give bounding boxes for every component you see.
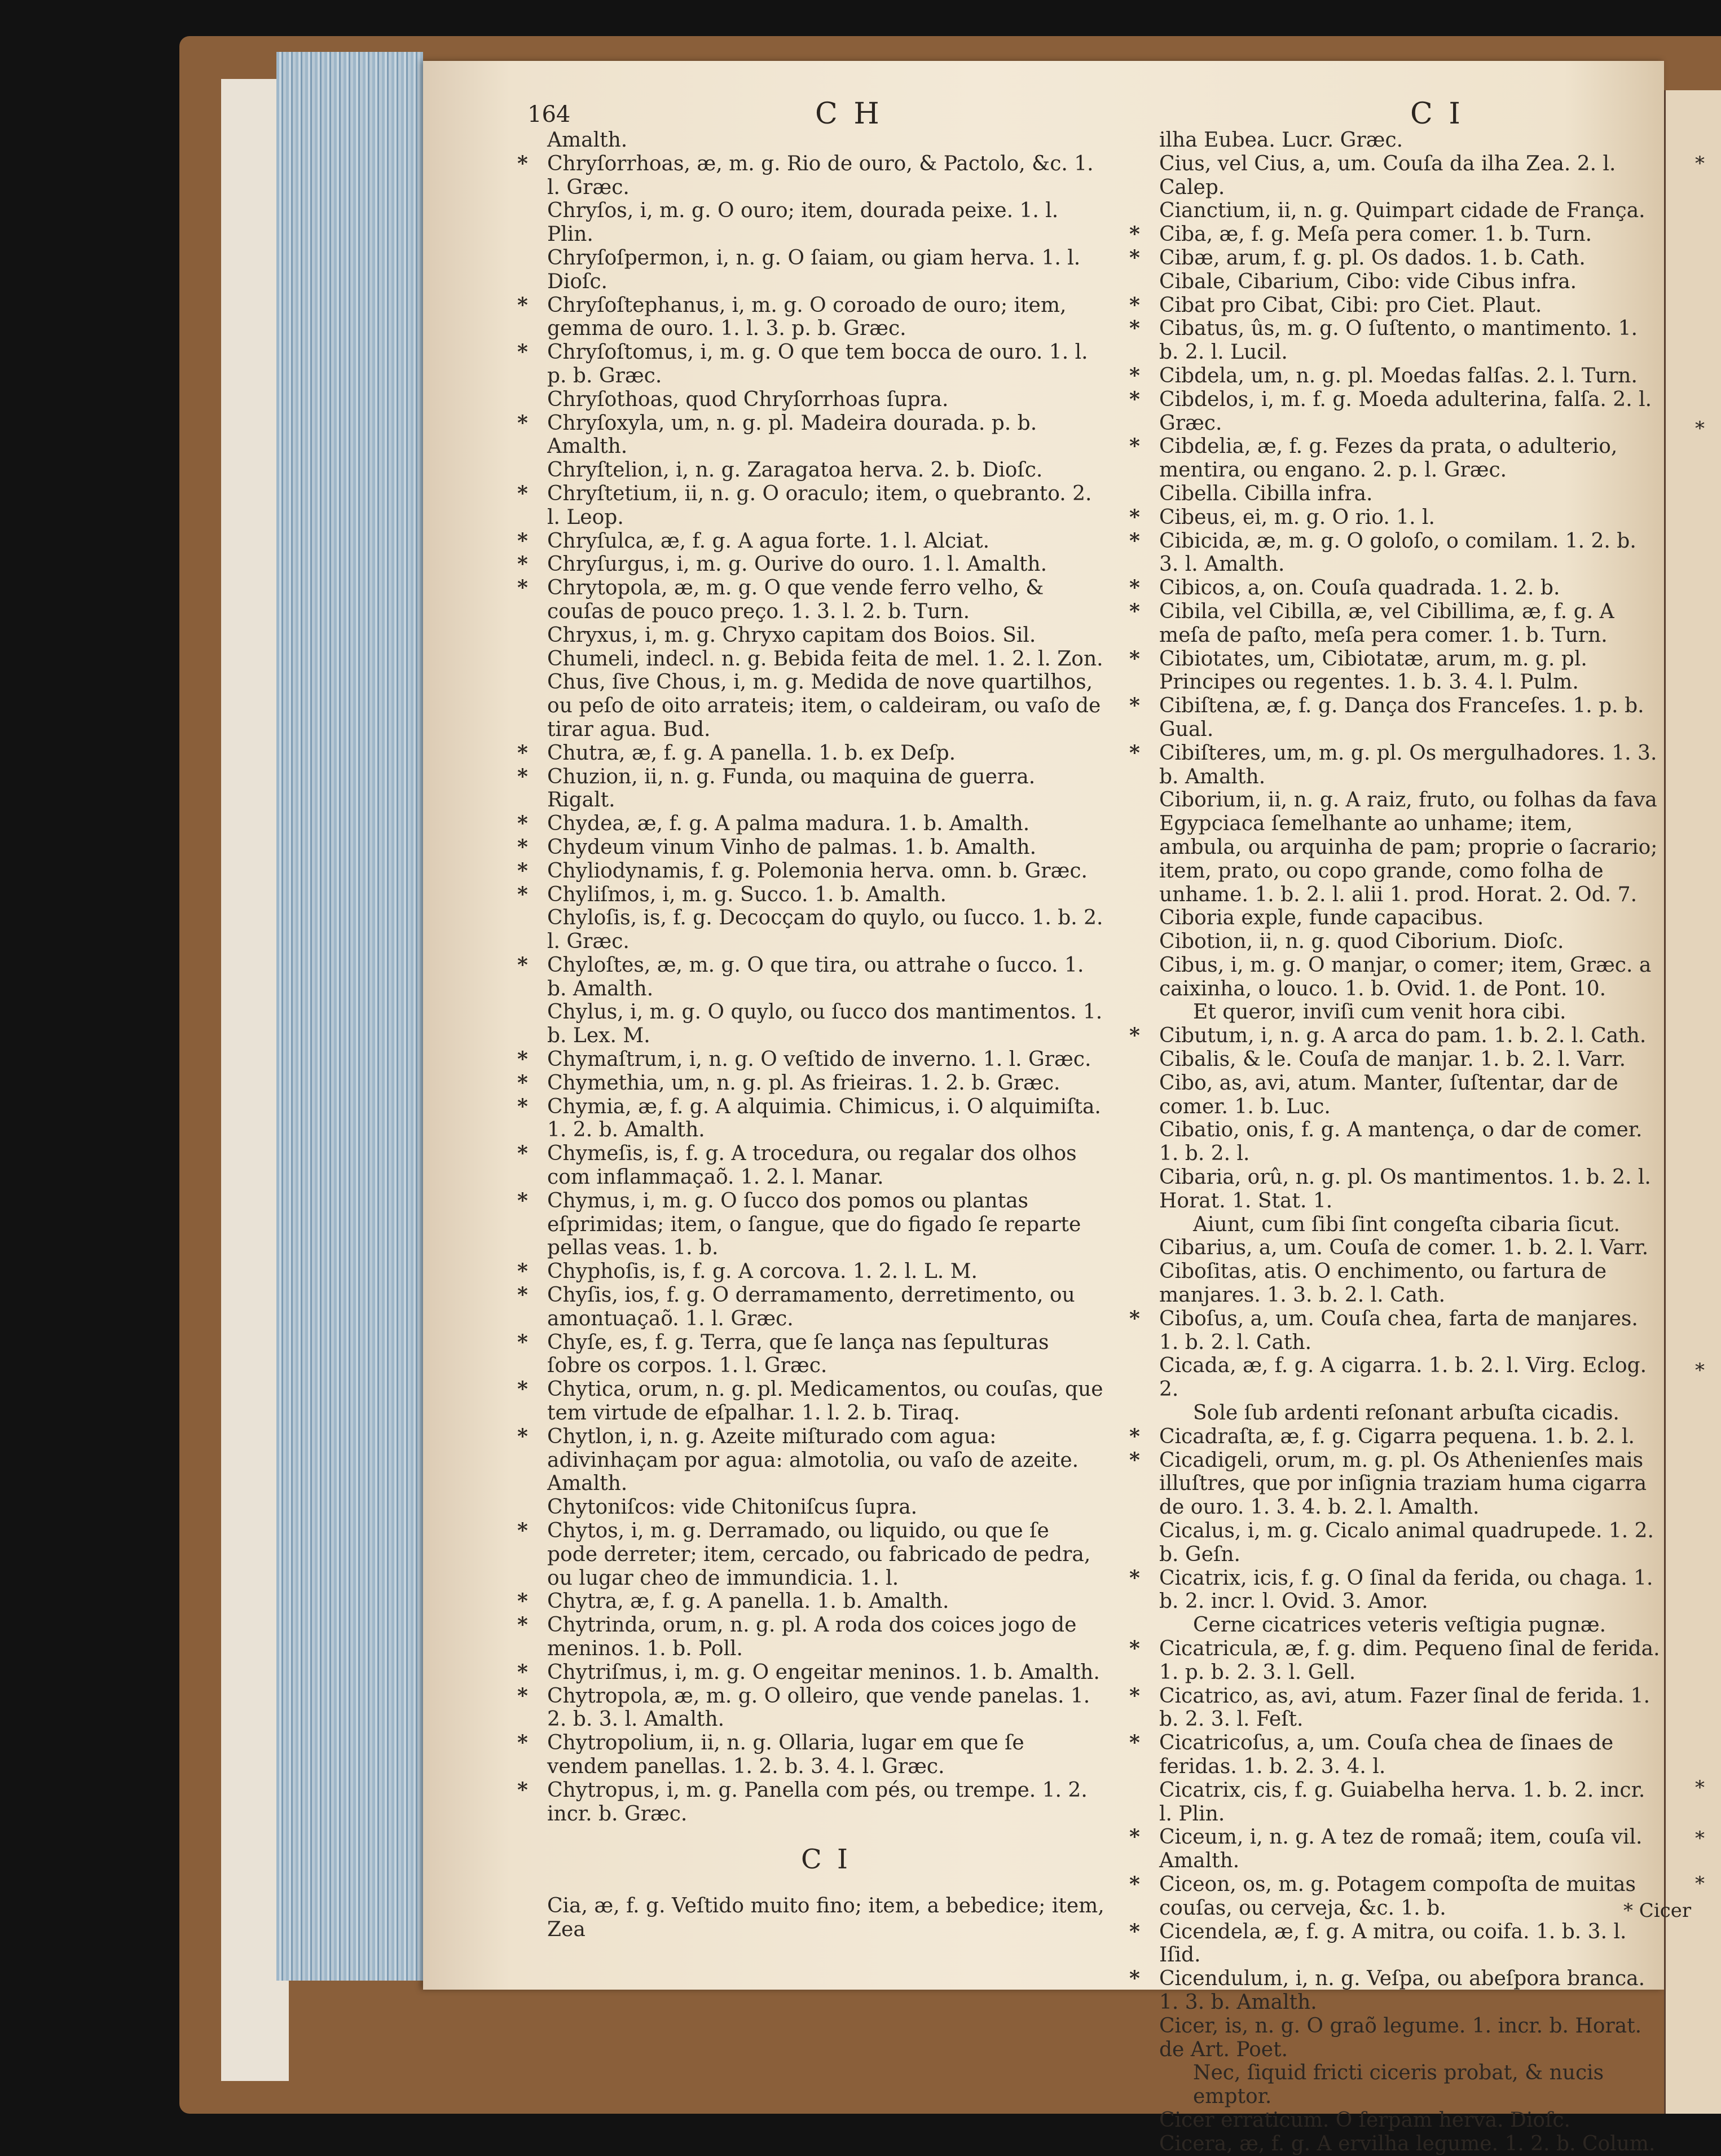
entry-text: Aiunt, cum ſibi ſint congeſta cibaria ſicut. xyxy=(1193,1213,1620,1236)
entry-text: Cicera, æ, f. g. A ervilha legume. 1. 2. b. Colum. xyxy=(1159,2132,1656,2155)
dictionary-entry xyxy=(516,1260,1108,1284)
entry-marker: * xyxy=(1129,363,1140,387)
entry-text: Cicatrix, cis, f. g. Guiabelha herva. 1. b. 2. incr. l. Plin. xyxy=(1159,1778,1645,1826)
dictionary-entry xyxy=(1128,1048,1664,1072)
entry-text: Chymia, æ, f. g. A alquimia. Chimicus, i. O alquimiſta. 1. 2. b. Amalth. xyxy=(547,1095,1101,1142)
entry-text: Cibaria, orû, n. g. pl. Os mantimentos. 1. b. 2. l. Horat. 1. Stat. 1. xyxy=(1159,1166,1651,1213)
entry-text: Chyliodynamis, f. g. Polemonia herva. omn. b. Græc. xyxy=(547,859,1088,883)
catchword: * Cicer xyxy=(1623,1899,1692,1922)
dictionary-entry xyxy=(516,1496,1108,1519)
entry-text: Chryſoſtephanus, i, m. g. O coroado de ouro; item, gemma de ouro. 1. l. 3. p. b. Græc. xyxy=(547,293,1067,341)
entry-text: Cibella. Cibilla infra. xyxy=(1159,482,1373,505)
entry-text: Chryſoſpermon, i, n. g. O ſaiam, ou giam herva. 1. l. Dioſc. xyxy=(547,246,1081,293)
dictionary-entry xyxy=(1128,317,1664,364)
entry-text: Cibdelos, i, m. f. g. Moeda adulterina, falſa. 2. l. Græc. xyxy=(1159,387,1652,435)
margin-mark: * xyxy=(1695,1827,1705,1850)
entry-marker: * xyxy=(517,953,528,977)
dictionary-entry xyxy=(1128,1260,1664,1307)
dictionary-entry xyxy=(1128,506,1664,530)
dictionary-entry xyxy=(1128,1307,1664,1355)
entry-text: Ciborium, ii, n. g. A raiz, fruto, ou folhas da fava Egypciaca ſemelhante ao unhame; item, ambula, ou arquinha de pam; proprie o ſacrario; item, prato, ou copo grande, como folha de unhame. 1. b. 2. l. alii 1. prod. Horat. 2. Od. 7. Ciboria exple, funde capacibus. xyxy=(1159,788,1658,930)
entry-marker: * xyxy=(517,812,528,836)
dictionary-entry xyxy=(516,1000,1108,1048)
dictionary-entry xyxy=(1128,1731,1664,1779)
dictionary-entry xyxy=(516,294,1108,341)
entry-text: Chytropola, æ, m. g. O olleiro, que vende panelas. 1. 2. b. 3. l. Amalth. xyxy=(547,1684,1090,1731)
entry-marker: * xyxy=(1129,1919,1140,1943)
entry-text: Cicer erraticum. O ſerpam herva. Dioſc. xyxy=(1159,2108,1570,2132)
dictionary-entry xyxy=(516,883,1108,907)
entry-marker: * xyxy=(517,1141,528,1166)
entry-text: Chryſtelion, i, n. g. Zaragatoa herva. 2. b. Dioſc. xyxy=(547,458,1043,482)
dictionary-entry xyxy=(516,859,1108,883)
entry-text: Cicer, is, n. g. O graõ legume. 1. incr. b. Horat. de Art. Poet. xyxy=(1159,2014,1642,2061)
dictionary-entry xyxy=(516,742,1108,765)
dictionary-entry xyxy=(516,812,1108,836)
margin-mark: * xyxy=(1695,1359,1705,1382)
dictionary-entry xyxy=(1128,2132,1664,2156)
entry-text: Cibiotates, um, Cibiotatæ, arum, m. g. pl. Principes ou regentes. 1. b. 3. 4. l. Pulm. xyxy=(1159,647,1587,694)
entry-marker: * xyxy=(517,1259,528,1284)
entry-marker: * xyxy=(517,1047,528,1072)
entry-text: Cibatio, onis, f. g. A mantença, o dar de comer. 1. b. 2. l. xyxy=(1159,1118,1643,1166)
entry-text: Chyloſtes, æ, m. g. O que tira, ou attrahe o ſucco. 1. b. Amalth. xyxy=(547,953,1084,1000)
dictionary-entry xyxy=(516,836,1108,859)
entry-marker: * xyxy=(517,411,528,435)
dictionary-entry xyxy=(516,1779,1108,1826)
entry-text: Cibat pro Cibat, Cibi: pro Ciet. Plaut. xyxy=(1159,293,1542,317)
entry-text: Chytrinda, orum, n. g. pl. A roda dos coices jogo de meninos. 1. b. Poll. xyxy=(547,1613,1077,1660)
entry-text: Cibale, Cibarium, Cibo: vide Cibus infra. xyxy=(1159,270,1577,293)
entry-marker: * xyxy=(517,1731,528,1755)
entry-text: Chymaſtrum, i, n. g. O veſtido de inverno. 1. l. Græc. xyxy=(547,1048,1091,1072)
entry-text: Cicatricoſus, a, um. Couſa chea de ſinaes de feridas. 1. b. 2. 3. 4. l. xyxy=(1159,1731,1614,1778)
right-column xyxy=(1128,129,1664,2156)
entry-text: Cius, vel Cius, a, um. Couſa da ilha Zea. 2. l. Calep. xyxy=(1159,152,1616,199)
margin-mark: * xyxy=(1695,1872,1705,1895)
entry-marker: * xyxy=(517,1660,528,1684)
entry-text: Chus, ſive Chous, i, m. g. Medida de nove quartilhos, ou peſo de oito arrateis; item, o caldeiram, ou vaſo de tirar agua. Bud. xyxy=(547,671,1101,741)
entry-text: Cibutum, i, n. g. A arca do pam. 1. b. 2. l. Cath. xyxy=(1159,1024,1647,1048)
dictionary-entry xyxy=(516,647,1108,671)
dictionary-entry xyxy=(1128,1118,1664,1166)
entry-text: Chryſoſtomus, i, m. g. O que tem bocca de ouro. 1. l. p. b. Græc. xyxy=(547,341,1088,387)
dictionary-entry xyxy=(1128,152,1664,200)
dictionary-entry xyxy=(516,1284,1108,1331)
entry-text: Cibarius, a, um. Couſa de comer. 1. b. 2. l. Varr. xyxy=(1159,1236,1649,1260)
dictionary-entry xyxy=(516,412,1108,459)
entry-text: Chryſoxyla, um, n. g. pl. Madeira dourada. p. b. Amalth. xyxy=(547,411,1037,458)
dictionary-entry xyxy=(516,1331,1108,1378)
page-edges xyxy=(276,52,423,1981)
dictionary-entry xyxy=(516,1425,1108,1496)
entry-text: Chrytopola, æ, m. g. O que vende ferro velho, & couſas de pouco preço. 1. 3. l. 2. b. Turn. xyxy=(547,576,1044,623)
entry-marker: * xyxy=(1129,1024,1140,1048)
entry-text: Cicada, æ, f. g. A cigarra. 1. b. 2. l. Virg. Eclog. 2. xyxy=(1159,1354,1647,1401)
entry-text: Ciboſus, a, um. Couſa chea, farta de manjares. 1. b. 2. l. Cath. xyxy=(1159,1307,1638,1354)
entry-marker: * xyxy=(517,576,528,600)
entry-text: Chydea, æ, f. g. A palma madura. 1. b. Amalth. xyxy=(547,812,1030,836)
entry-text: Chyliſmos, i, m. g. Succo. 1. b. Amalth. xyxy=(547,883,947,906)
entry-marker: * xyxy=(1129,1424,1140,1448)
dictionary-entry xyxy=(1128,1519,1664,1567)
entry-text: Chydeum vinum Vinho de palmas. 1. b. Amalth. xyxy=(547,835,1037,859)
entry-text: Chymethia, um, n. g. pl. As frieiras. 1. 2. b. Græc. xyxy=(547,1071,1060,1095)
entry-text: ilha Eubea. Lucr. Græc. xyxy=(1159,129,1403,152)
dictionary-entry xyxy=(516,129,1108,152)
entry-marker: * xyxy=(1129,316,1140,341)
entry-marker: * xyxy=(1129,505,1140,529)
left-column xyxy=(516,129,1108,1942)
entry-marker: * xyxy=(1129,576,1140,600)
entry-marker: * xyxy=(517,293,528,317)
dictionary-entry xyxy=(516,1590,1108,1613)
entry-text: Cicadraſta, æ, f. g. Cigarra pequena. 1. b. 2. l. xyxy=(1159,1425,1635,1448)
entry-text: Chryſorrhoas, æ, m. g. Rio de ouro, & Pactolo, &c. 1. l. Græc. xyxy=(547,152,1094,199)
dictionary-entry xyxy=(1128,930,1664,954)
entry-text: Chryſos, i, m. g. O ouro; item, dourada peixe. 1. l. Plin. xyxy=(547,199,1059,246)
entry-text: Cibiſteres, um, m. g. pl. Os mergulhadores. 1. 3. b. Amalth. xyxy=(1159,741,1657,788)
dictionary-entry xyxy=(1128,600,1664,647)
entry-text: Chyloſis, is, f. g. Decocçam do quylo, ou ſucco. 1. b. 2. l. Græc. xyxy=(547,906,1103,954)
entry-text: Cicalus, i, m. g. Cicalo animal quadrupede. 1. 2. b. Geſn. xyxy=(1159,1519,1654,1566)
entry-text: Cia, æ, f. g. Veſtido muito fino; item, a bebedice; item, Zea xyxy=(547,1894,1104,1941)
entry-text: Cicatricula, æ, f. g. dim. Pequeno ſinal de ferida. 1. p. b. 2. 3. l. Gell. xyxy=(1159,1637,1660,1684)
dictionary-entry xyxy=(1128,788,1664,930)
entry-marker: * xyxy=(517,1330,528,1354)
quotation-line xyxy=(1128,1000,1664,1024)
entry-text: Chryſurgus, i, m. g. Ourive do ouro. 1. l. Amalth. xyxy=(547,553,1047,576)
dictionary-entry xyxy=(1128,482,1664,506)
entry-text: Cicatrico, as, avi, atum. Fazer ſinal de ferida. 1. b. 2. 3. l. Feſt. xyxy=(1159,1684,1650,1731)
margin-mark: * xyxy=(1695,152,1705,175)
entry-marker: * xyxy=(1129,646,1140,671)
margin-mark: * xyxy=(1695,417,1705,440)
dictionary-entry xyxy=(1128,694,1664,742)
entry-marker: * xyxy=(1129,387,1140,411)
dictionary-entry xyxy=(516,1613,1108,1661)
dictionary-entry xyxy=(516,954,1108,1001)
running-head-right: C I xyxy=(1410,97,1464,131)
dictionary-entry xyxy=(516,199,1108,246)
entry-text: Chryſothoas, quod Chryſorrhoas ſupra. xyxy=(547,387,949,411)
entry-text: Chutra, æ, f. g. A panella. 1. b. ex Deſp. xyxy=(547,741,956,765)
entry-text: Chyphoſis, is, f. g. A corcova. 1. 2. l. L. M. xyxy=(547,1260,978,1284)
dictionary-entry xyxy=(516,530,1108,553)
entry-text: Et queror, inviſi cum venit hora cibi. xyxy=(1193,1000,1566,1024)
entry-text: Chytropus, i, m. g. Panella com pés, ou trempe. 1. 2. incr. b. Græc. xyxy=(547,1778,1088,1826)
entry-marker: * xyxy=(517,1283,528,1307)
dictionary-entry xyxy=(516,458,1108,482)
dictionary-entry xyxy=(1128,742,1664,789)
quotation-line xyxy=(1128,1401,1664,1425)
entry-text: Ciba, æ, f. g. Meſa pera comer. 1. b. Turn. xyxy=(1159,223,1592,246)
entry-marker: * xyxy=(517,151,528,175)
dictionary-entry xyxy=(516,906,1108,954)
entry-marker: * xyxy=(1129,1683,1140,1708)
entry-text: Nec, ſiquid fricti ciceris probat, & nucis emptor. xyxy=(1193,2061,1604,2109)
dictionary-entry xyxy=(1128,388,1664,435)
entry-text: Chytoniſcos: vide Chitoniſcus ſupra. xyxy=(547,1496,918,1519)
entry-text: C I xyxy=(801,1844,851,1876)
entry-text: Cibiſtena, æ, f. g. Dança dos Franceſes. 1. p. b. Gual. xyxy=(1159,694,1644,741)
entry-text: Cibicida, æ, m. g. O goloſo, o comilam. 1. 2. b. 3. l. Amalth. xyxy=(1159,529,1636,576)
dictionary-entry xyxy=(516,1142,1108,1189)
entry-marker: * xyxy=(517,528,528,553)
dictionary-entry xyxy=(516,576,1108,624)
dictionary-entry xyxy=(516,1072,1108,1095)
dictionary-entry xyxy=(1128,2109,1664,2132)
entry-text: Chryſtetium, ii, n. g. O oraculo; item, o quebranto. 2. l. Leop. xyxy=(547,482,1092,529)
entry-marker: * xyxy=(1129,1731,1140,1755)
entry-marker: * xyxy=(517,764,528,788)
dictionary-entry xyxy=(516,1894,1108,1942)
entry-text: Cibalis, & le. Couſa de manjar. 1. b. 2. l. Varr. xyxy=(1159,1048,1626,1072)
entry-marker: * xyxy=(517,1424,528,1448)
dictionary-entry xyxy=(1128,647,1664,695)
dictionary-entry xyxy=(1128,1166,1664,1213)
dictionary-entry xyxy=(516,1519,1108,1590)
dictionary-entry xyxy=(1128,1072,1664,1119)
dictionary-entry xyxy=(1128,1685,1664,1732)
entry-text: Cibotion, ii, n. g. quod Ciborium. Dioſc. xyxy=(1159,930,1564,954)
dictionary-entry xyxy=(516,671,1108,741)
dictionary-entry xyxy=(516,1661,1108,1685)
dictionary-entry xyxy=(516,152,1108,200)
dictionary-entry xyxy=(516,1378,1108,1425)
entry-marker: * xyxy=(1129,694,1140,718)
entry-marker: * xyxy=(1129,245,1140,270)
entry-text: Ciceon, os, m. g. Potagem compoſta de muitas couſas, ou cerveja, &c. 1. b. xyxy=(1159,1872,1636,1920)
quotation-line xyxy=(1128,2061,1664,2109)
entry-text: Chytropolium, ii, n. g. Ollaria, lugar em que ſe vendem panellas. 1. 2. b. 3. 4. l. Græc. xyxy=(547,1731,1024,1778)
dictionary-entry xyxy=(1128,223,1664,246)
quotation-line xyxy=(1128,1613,1664,1637)
dictionary-entry xyxy=(516,1048,1108,1072)
entry-marker: * xyxy=(517,481,528,505)
dictionary-entry xyxy=(1128,364,1664,388)
margin-mark: * xyxy=(1695,1776,1705,1799)
entry-text: Sole ſub ardenti reſonant arbuſta cicadis. xyxy=(1193,1401,1619,1425)
entry-marker: * xyxy=(1129,1872,1140,1896)
entry-marker: * xyxy=(1129,740,1140,765)
entry-text: Chumeli, indecl. n. g. Bebida feita de mel. 1. 2. l. Zon. xyxy=(547,647,1103,671)
quotation-line xyxy=(1128,1213,1664,1237)
entry-marker: * xyxy=(1129,222,1140,246)
entry-text: Chytos, i, m. g. Derramado, ou liquido, ou que ſe pode derreter; item, cercado, ou fabricado de pedra, ou lugar cheo de immundicia. 1. l. xyxy=(547,1519,1091,1590)
dictionary-entry xyxy=(516,553,1108,576)
dictionary-entry xyxy=(1128,1449,1664,1519)
entry-text: Cibdelia, æ, f. g. Fezes da prata, o adulterio, mentira, ou engano. 2. p. l. Græc. xyxy=(1159,435,1618,482)
dictionary-entry xyxy=(1128,1967,1664,2014)
entry-marker: * xyxy=(1129,1637,1140,1660)
entry-text: Cibeus, ei, m. g. O rio. 1. l. xyxy=(1159,505,1435,529)
dictionary-entry xyxy=(516,341,1108,388)
dictionary-entry xyxy=(516,1189,1108,1260)
entry-text: Chymus, i, m. g. O ſucco dos pomos ou plantas eſprimidas; item, o ſangue, que do figado ſe reparte pellas veas. 1. b. xyxy=(547,1189,1081,1260)
entry-marker: * xyxy=(1129,528,1140,553)
entry-text: Chuzion, ii, n. g. Funda, ou maquina de guerra. Rigalt. xyxy=(547,765,1036,812)
entry-text: Cibdela, um, n. g. pl. Moedas falſas. 2. l. Turn. xyxy=(1159,364,1638,387)
entry-text: Cicadigeli, orum, m. g. pl. Os Athenienſes mais illuſtres, que por inſignia traziam huma cigarra de ouro. 1. 3. 4. b. 2. l. Amalth. xyxy=(1159,1448,1647,1519)
page-number: 164 xyxy=(527,102,571,127)
dictionary-entry xyxy=(1128,435,1664,482)
entry-text: Cicendulum, i, n. g. Veſpa, ou abeſpora branca. 1. 3. b. Amalth. xyxy=(1159,1967,1645,2014)
entry-marker: * xyxy=(517,1094,528,1118)
entry-marker: * xyxy=(517,740,528,765)
entry-marker: * xyxy=(1129,293,1140,317)
entry-marker: * xyxy=(517,1683,528,1708)
entry-marker: * xyxy=(517,1188,528,1213)
entry-text: Chytriſmus, i, m. g. O engeitar meninos. 1. b. Amalth. xyxy=(547,1660,1100,1684)
entry-marker: * xyxy=(517,858,528,883)
entry-text: Cibila, vel Cibilla, æ, vel Cibillima, æ, f. g. A meſa de paſto, meſa pera comer. 1. b. Turn. xyxy=(1159,599,1614,647)
dictionary-entry xyxy=(1128,530,1664,577)
entry-marker: * xyxy=(517,1377,528,1401)
entry-marker: * xyxy=(517,882,528,906)
entry-text: Cibus, i, m. g. O manjar, o comer; item, Græc. a caixinha, o louco. 1. b. Ovid. 1. de Pont. 10. xyxy=(1159,953,1652,1000)
entry-text: Cerne cicatrices veteris veſtigia pugnæ. xyxy=(1193,1613,1606,1637)
entry-marker: * xyxy=(517,1613,528,1637)
dictionary-entry xyxy=(1128,294,1664,318)
entry-marker: * xyxy=(517,1070,528,1095)
dictionary-entry xyxy=(1128,1873,1664,1920)
dictionary-entry xyxy=(1128,954,1664,1001)
entry-text: Cianctium, ii, n. g. Quimpart cidade de França. xyxy=(1159,199,1645,223)
entry-text: Chylus, i, m. g. O quylo, ou ſucco dos mantimentos. 1. b. Lex. M. xyxy=(547,1000,1103,1048)
entry-marker: * xyxy=(1129,434,1140,458)
dictionary-entry xyxy=(516,482,1108,530)
section-heading xyxy=(516,1826,1108,1894)
facing-page-edge xyxy=(1664,90,1721,2114)
entry-text: Chytica, orum, n. g. pl. Medicamentos, ou couſas, que tem virtude de eſpalhar. 1. l. 2. b. Tiraq. xyxy=(547,1378,1103,1425)
dictionary-entry xyxy=(516,388,1108,412)
dictionary-entry xyxy=(1128,270,1664,294)
entry-marker: * xyxy=(517,1778,528,1802)
entry-marker: * xyxy=(517,552,528,576)
entry-text: Amalth. xyxy=(547,129,628,152)
dictionary-entry xyxy=(1128,1779,1664,1826)
dictionary-entry xyxy=(1128,1354,1664,1401)
entry-text: Chytlon, i, n. g. Azeite miſturado com agua: adivinhaçam por agua: almotolia, ou vaſo de azeite. Amalth. xyxy=(547,1425,1079,1496)
entry-text: Cibatus, ûs, m. g. O ſuſtento, o mantimento. 1. b. 2. l. Lucil. xyxy=(1159,317,1638,364)
entry-text: Cibo, as, avi, atum. Manter, ſuſtentar, dar de comer. 1. b. Luc. xyxy=(1159,1071,1618,1118)
dictionary-entry xyxy=(516,765,1108,813)
entry-text: Chymeſis, is, f. g. A trocedura, ou regalar dos olhos com inflammaçaõ. 1. 2. l. Manar. xyxy=(547,1142,1077,1189)
dictionary-entry xyxy=(1128,199,1664,223)
entry-text: Cicatrix, icis, f. g. O ſinal da ferida, ou chaga. 1. b. 2. incr. l. Ovid. 3. Amor. xyxy=(1159,1566,1653,1613)
entry-marker: * xyxy=(1129,1448,1140,1472)
entry-text: Cicendela, æ, f. g. A mitra, ou coifa. 1. b. 3. l. Iſid. xyxy=(1159,1920,1627,1967)
dictionary-entry xyxy=(1128,1567,1664,1614)
entry-marker: * xyxy=(517,340,528,364)
dictionary-entry xyxy=(516,1731,1108,1779)
entry-marker: * xyxy=(1129,1566,1140,1590)
dictionary-entry xyxy=(1128,1024,1664,1048)
entry-text: Chyſe, es, f. g. Terra, que ſe lança nas ſepulturas ſobre os corpos. 1. l. Græc. xyxy=(547,1330,1049,1378)
entry-text: Ciboſitas, atis. O enchimento, ou fartura de manjares. 1. 3. b. 2. l. Cath. xyxy=(1159,1260,1607,1307)
dictionary-entry xyxy=(516,1095,1108,1143)
entry-text: Chryxus, i, m. g. Chryxo capitam dos Boios. Sil. xyxy=(547,623,1036,647)
dictionary-entry xyxy=(516,1685,1108,1732)
entry-marker: * xyxy=(517,1589,528,1613)
dictionary-entry xyxy=(1128,1425,1664,1449)
dictionary-entry xyxy=(1128,1637,1664,1685)
entry-text: Cibicos, a, on. Couſa quadrada. 1. 2. b. xyxy=(1159,576,1560,600)
dictionary-entry xyxy=(1128,2014,1664,2062)
dictionary-entry xyxy=(516,624,1108,647)
entry-marker: * xyxy=(517,1519,528,1543)
dictionary-entry xyxy=(1128,129,1664,152)
dictionary-entry xyxy=(1128,1826,1664,1873)
entry-marker: * xyxy=(1129,1967,1140,1991)
entry-marker: * xyxy=(517,835,528,859)
entry-marker: * xyxy=(1129,1825,1140,1849)
dictionary-entry xyxy=(1128,1920,1664,1968)
entry-text: Chytra, æ, f. g. A panella. 1. b. Amalth. xyxy=(547,1590,949,1613)
entry-marker: * xyxy=(1129,599,1140,623)
entry-text: Chyſis, ios, f. g. O derramamento, derretimento, ou amontuaçaõ. 1. l. Græc. xyxy=(547,1284,1075,1330)
running-head-left: C H xyxy=(815,97,883,131)
entry-marker: * xyxy=(1129,1306,1140,1330)
entry-text: Chryſulca, æ, f. g. A agua forte. 1. l. Alciat. xyxy=(547,529,990,553)
dictionary-entry xyxy=(1128,246,1664,270)
entry-text: Cibæ, arum, f. g. pl. Os dados. 1. b. Cath. xyxy=(1159,246,1586,270)
dictionary-entry xyxy=(1128,576,1664,600)
entry-text: Ciceum, i, n. g. A tez de romaã; item, couſa vil. Amalth. xyxy=(1159,1826,1643,1873)
dictionary-entry xyxy=(1128,1236,1664,1260)
dictionary-entry xyxy=(516,246,1108,294)
